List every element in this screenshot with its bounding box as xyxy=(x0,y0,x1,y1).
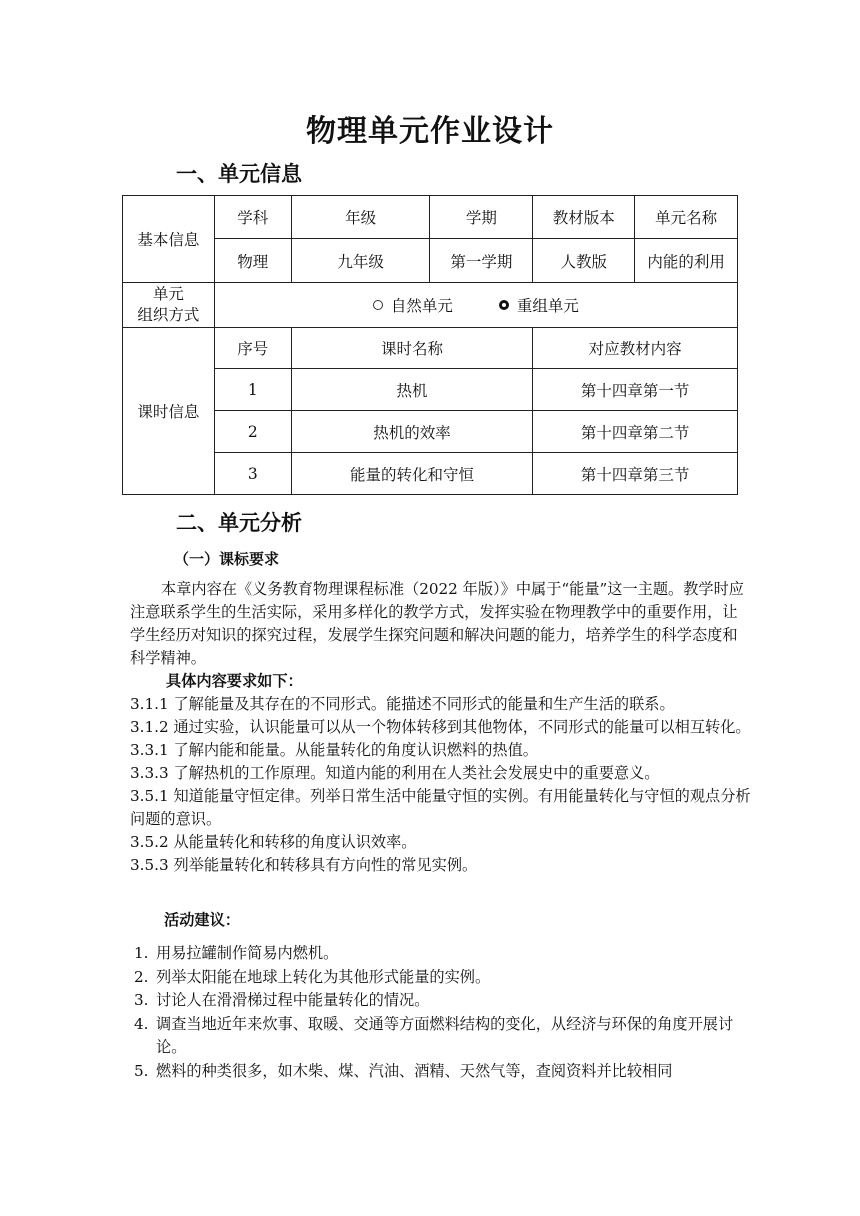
list-number: 2. xyxy=(134,967,149,986)
table-row xyxy=(123,328,738,369)
table-row xyxy=(123,369,738,411)
list-item xyxy=(134,989,750,1013)
lesson-content: 第十四章第一节 xyxy=(533,369,738,411)
value-textbook-version: 人教版 xyxy=(533,239,635,283)
org-label-line-1: 单元 xyxy=(152,285,184,303)
radio-natural-unit[interactable] xyxy=(373,294,453,316)
table-row xyxy=(123,453,738,495)
table-row xyxy=(123,411,738,453)
subheading-curriculum-requirements: （一）课标要求 xyxy=(174,550,280,568)
specific-requirements-heading: 具体内容要求如下： xyxy=(166,672,303,690)
list-text: 调查当地近年来炊事、取暖、交通等方面燃料结构的变化，从经济与环保的角度开展讨论。 xyxy=(156,1014,734,1056)
header-unit-name: 单元名称 xyxy=(635,196,738,239)
org-method-options xyxy=(214,283,737,328)
section-heading-unit-info: 一、单元信息 xyxy=(176,162,302,186)
intro-paragraph: 本章内容在《义务教育物理课程标准（2022 年版）》中属于“能量”这一主题。教学时应注意联系学生的生活实际，采用多样化的教学方式，发挥实验在物理教学中的重要作用，让学生经历对知识的探究过程，发展学生探究问题和解决问题的能力，培养学生的科学态度和科学精神。 xyxy=(130,580,744,667)
unit-info-table xyxy=(122,195,738,495)
list-text: 讨论人在滑滑梯过程中能量转化的情况。 xyxy=(156,991,430,1009)
requirement-item: 3.1.2 通过实验，认识能量可以从一个物体转移到其他物体，不同形式的能量可以相互转化。 xyxy=(130,718,751,736)
value-grade: 九年级 xyxy=(291,239,430,283)
list-item xyxy=(134,1013,750,1060)
list-number: 3. xyxy=(134,991,149,1009)
list-number: 5. xyxy=(134,1061,149,1080)
document-title: 物理单元作业设计 xyxy=(306,114,554,149)
requirements-list xyxy=(130,693,756,877)
lesson-content: 第十四章第三节 xyxy=(533,453,738,495)
activity-list xyxy=(134,942,750,1083)
lesson-no: 2 xyxy=(214,411,291,453)
header-semester: 学期 xyxy=(430,196,533,239)
lesson-header-name: 课时名称 xyxy=(291,328,533,369)
table-row xyxy=(123,196,738,239)
radio-natural-label: 自然单元 xyxy=(390,297,453,315)
table-row xyxy=(123,239,738,283)
requirement-item: 3.3.1 了解内能和能量。从能量转化的角度认识燃料的热值。 xyxy=(130,741,538,759)
value-unit-name: 内能的利用 xyxy=(635,239,738,283)
lesson-no: 1 xyxy=(214,369,291,411)
lesson-info-label: 课时信息 xyxy=(123,328,215,495)
radio-reorganized-label: 重组单元 xyxy=(516,297,579,315)
list-text: 燃料的种类很多，如木柴、煤、汽油、酒精、天然气等，查阅资料并比较相同 xyxy=(156,1061,673,1080)
radio-reorganized-unit[interactable] xyxy=(499,294,579,316)
table-row xyxy=(123,283,738,328)
lesson-name: 能量的转化和守恒 xyxy=(291,453,533,495)
list-item xyxy=(134,1060,750,1084)
lesson-name: 热机 xyxy=(291,369,533,411)
value-subject: 物理 xyxy=(214,239,291,283)
header-grade: 年级 xyxy=(291,196,430,239)
list-text: 用易拉罐制作简易内燃机。 xyxy=(156,944,339,962)
list-number: 4. xyxy=(134,1014,149,1033)
org-label-line-2: 组织方式 xyxy=(137,306,200,324)
header-subject: 学科 xyxy=(214,196,291,239)
requirement-item: 3.5.1 知道能量守恒定律。列举日常生活中能量守恒的实例。有用能量转化与守恒的观点分析问题的意识。 xyxy=(130,787,751,828)
org-method-label xyxy=(123,283,215,328)
requirement-item: 3.1.1 了解能量及其存在的不同形式。能描述不同形式的能量和生产生活的联系。 xyxy=(130,695,675,713)
header-textbook-version: 教材版本 xyxy=(533,196,635,239)
list-number: 1. xyxy=(134,944,149,962)
requirement-item: 3.5.3 列举能量转化和转移具有方向性的常见实例。 xyxy=(130,856,478,874)
section-heading-unit-analysis: 二、单元分析 xyxy=(176,511,302,535)
value-semester: 第一学期 xyxy=(430,239,533,283)
list-item xyxy=(134,942,750,966)
lesson-header-no: 序号 xyxy=(214,328,291,369)
list-item xyxy=(134,966,750,990)
basic-info-label: 基本信息 xyxy=(123,196,215,283)
lesson-no: 3 xyxy=(214,453,291,495)
lesson-name: 热机的效率 xyxy=(291,411,533,453)
requirement-item: 3.3.3 了解热机的工作原理。知道内能的利用在人类社会发展史中的重要意义。 xyxy=(130,764,660,782)
lesson-header-content: 对应教材内容 xyxy=(533,328,738,369)
radio-unchecked-icon xyxy=(373,300,383,310)
radio-checked-icon xyxy=(499,300,509,310)
activity-suggestions-heading: 活动建议： xyxy=(164,911,240,929)
curriculum-body xyxy=(130,578,750,693)
lesson-content: 第十四章第二节 xyxy=(533,411,738,453)
requirement-item: 3.5.2 从能量转化和转移的角度认识效率。 xyxy=(130,833,417,851)
list-text: 列举太阳能在地球上转化为其他形式能量的实例。 xyxy=(156,967,491,986)
